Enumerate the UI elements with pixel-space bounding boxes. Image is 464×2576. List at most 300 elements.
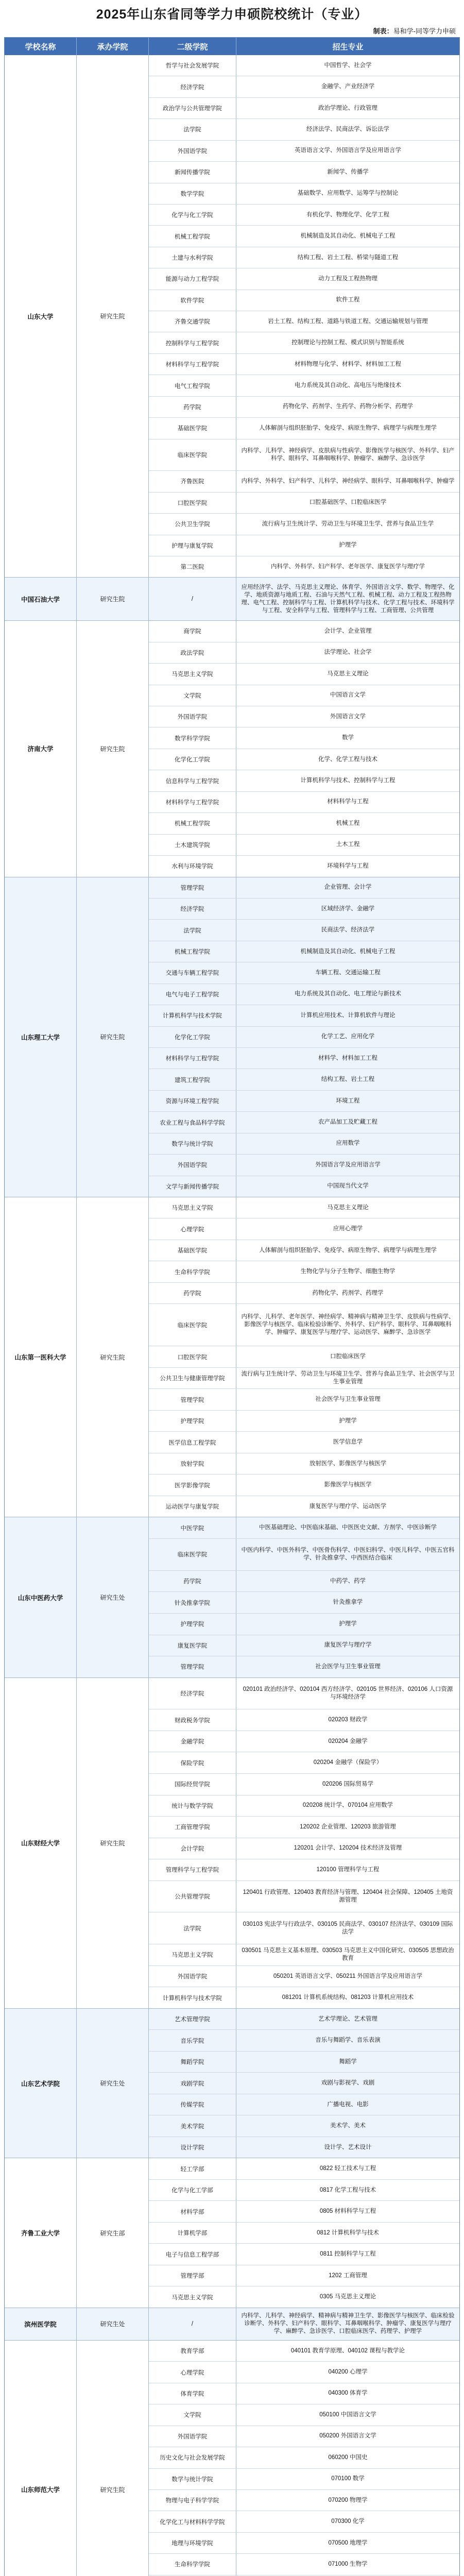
college-majors: 流行病与卫生统计学、劳动卫生与环境卫生学、营养与食品卫生学 xyxy=(262,520,434,527)
college-majors: 050201 英语语言文学、050211 外国语言学及应用语言学 xyxy=(273,1973,423,1979)
college-name: 临床医学院 xyxy=(149,1304,236,1346)
college-name: 传媒学院 xyxy=(149,2094,236,2115)
host-school: 研究生处 xyxy=(77,1517,149,1677)
college-majors: 040200 心理学 xyxy=(328,2369,368,2376)
college-row xyxy=(149,1240,459,1262)
college-majors: 材料科学与工程 xyxy=(327,799,369,805)
college-majors: 化学工艺、应用化学 xyxy=(321,1033,375,1040)
college-majors: 民商法学、经济法学 xyxy=(321,927,375,934)
host-school: 研究生院 xyxy=(77,1197,149,1517)
college-majors: 内科学、外科学、妇产科学、儿科学、神经病学、眼科学、耳鼻咽喉科学、肿瘤学 xyxy=(241,478,455,484)
college-row xyxy=(149,2223,459,2244)
college-name: 设计学院 xyxy=(149,2137,236,2158)
college-name: 能源与动力工程学院 xyxy=(149,268,236,289)
college-majors: 外国语言文学 xyxy=(330,713,366,720)
college-row xyxy=(149,55,459,76)
college-row xyxy=(149,183,459,205)
college-name: 口腔医学院 xyxy=(149,1346,236,1367)
host-school: 研究生院 xyxy=(77,55,149,577)
college-row xyxy=(149,856,459,876)
college-majors: 机械工程 xyxy=(336,820,360,826)
college-row xyxy=(149,1475,459,1496)
college-majors: 戏剧与影视学、戏剧 xyxy=(321,2080,375,2086)
college-name: 体育学院 xyxy=(149,2383,236,2404)
college-name: 外国语学院 xyxy=(149,141,236,161)
college-row xyxy=(149,1838,459,1860)
college-name: 中医学院 xyxy=(149,1517,236,1538)
host-school: 研究生院 xyxy=(77,2341,149,2576)
college-row xyxy=(149,1912,459,1944)
college-name: 生命科学学院 xyxy=(149,2554,236,2574)
college-name: 水利与环境学院 xyxy=(149,856,236,876)
college-row xyxy=(149,1795,459,1817)
college-name: 工商管理学院 xyxy=(149,1817,236,1838)
host-school: 研究生院 xyxy=(77,877,149,1197)
university-row xyxy=(5,1678,459,2009)
college-name: 管理学院 xyxy=(149,877,236,898)
college-row xyxy=(149,1987,459,2008)
college-majors: 0811 控制科学与工程 xyxy=(320,2251,376,2258)
college-list xyxy=(149,2341,459,2576)
university-name: 济南大学 xyxy=(5,621,77,876)
college-majors: 车辆工程、交通运输工程 xyxy=(315,969,381,976)
college-name: 机械工程学院 xyxy=(149,813,236,834)
header-university: 学校名称 xyxy=(5,38,77,55)
college-row xyxy=(149,1817,459,1838)
college-row xyxy=(149,1048,459,1069)
college-name: 教育学部 xyxy=(149,2341,236,2361)
college-name: 经济学院 xyxy=(149,1678,236,1709)
college-name: 机械工程学院 xyxy=(149,941,236,962)
college-name: 临床医学院 xyxy=(149,439,236,471)
college-name: 物理与电子科学学院 xyxy=(149,2490,236,2511)
college-majors: 020101 政治经济学、020104 西方经济学、020105 世界经济、020106 人口资源与环境经济学 xyxy=(243,1686,453,1701)
college-row xyxy=(149,418,459,439)
college-row xyxy=(149,76,459,97)
college-name: 心理学院 xyxy=(149,1218,236,1240)
college-name: 基础医学院 xyxy=(149,418,236,438)
college-row xyxy=(149,1881,459,1913)
college-majors: 050100 中国语言文学 xyxy=(319,2411,376,2418)
college-row xyxy=(149,556,459,577)
college-name: 美术学院 xyxy=(149,2115,236,2137)
college-row xyxy=(149,1432,459,1453)
college-majors: 060200 中国史 xyxy=(328,2454,368,2461)
college-majors: 040300 体育学 xyxy=(328,2390,368,2397)
university-name: 山东财经大学 xyxy=(5,1678,77,2008)
college-row xyxy=(149,877,459,899)
college-row xyxy=(149,2265,459,2287)
college-name: 文学院 xyxy=(149,685,236,706)
college-row xyxy=(149,1517,459,1539)
college-row xyxy=(149,290,459,311)
college-majors: 结构工程、岩土工程、桥梁与隧道工程 xyxy=(297,254,399,261)
college-list xyxy=(149,621,459,876)
college-row xyxy=(149,2286,459,2308)
college-row xyxy=(149,1496,459,1517)
college-list xyxy=(149,1197,459,1517)
college-name: 管理学部 xyxy=(149,2265,236,2286)
college-row xyxy=(149,2362,459,2383)
college-majors: 化学、化学工程与技术 xyxy=(318,756,377,762)
college-majors: 070200 物理学 xyxy=(328,2497,368,2503)
college-name: 经济学院 xyxy=(149,899,236,919)
maker-label: 制表： xyxy=(373,27,393,35)
college-row xyxy=(149,2180,459,2201)
college-name: 马克思主义学院 xyxy=(149,1944,236,1965)
college-name: 政治学与公共管理学院 xyxy=(149,98,236,118)
college-majors: 020206 国际贸易学 xyxy=(322,1781,374,1787)
college-majors: 071000 生物学 xyxy=(328,2561,368,2567)
host-school: 研究生院 xyxy=(77,621,149,876)
college-name: 口腔医学院 xyxy=(149,493,236,513)
college-list xyxy=(149,2308,459,2340)
college-majors: 020208 统计学、070104 应用数学 xyxy=(302,1802,393,1809)
college-name: 音乐学院 xyxy=(149,2030,236,2051)
college-name: 化学与化工学部 xyxy=(149,2180,236,2201)
college-majors: 中医内科学、中医外科学、中医骨伤科学、中医妇科学、中医儿科学、中医五官科学、针灸推拿学、中西医结合临床 xyxy=(241,1547,455,1562)
college-majors: 美术学、美术 xyxy=(330,2123,366,2129)
college-list xyxy=(149,578,459,620)
college-majors: 药物化学、药剂学、生药学、药物分析学、药理学 xyxy=(283,403,413,410)
college-name: 商学院 xyxy=(149,621,236,641)
table-body xyxy=(5,55,459,2576)
college-majors: 护理学 xyxy=(339,1417,357,1424)
college-majors: 英语语言文学、外国语言学及应用语言学 xyxy=(295,147,401,154)
college-list xyxy=(149,877,459,1197)
college-majors: 人体解剖与组织胚胎学、免疫学、病原生物学、病理学与病理生理学 xyxy=(259,425,437,431)
college-majors: 070500 地理学 xyxy=(328,2539,368,2546)
college-name: 齐鲁交通学院 xyxy=(149,311,236,332)
college-row xyxy=(149,2554,459,2575)
college-row xyxy=(149,664,459,685)
college-majors: 中药学、药学 xyxy=(330,1578,366,1584)
host-school: 研究生处 xyxy=(77,2009,149,2158)
college-name: 马克思主义学院 xyxy=(149,664,236,684)
college-list xyxy=(149,1678,459,2008)
college-row xyxy=(149,1304,459,1346)
university-row xyxy=(5,578,459,621)
college-row xyxy=(149,962,459,984)
college-majors: 中医基础理论、中医临床基础、中医医史文献、方剂学、中医诊断学 xyxy=(259,1524,437,1531)
college-majors: 0305 马克思主义理论 xyxy=(319,2294,376,2300)
college-row xyxy=(149,835,459,856)
college-name: / xyxy=(149,578,236,620)
college-majors: 基础数学、应用数学、运筹学与控制论 xyxy=(297,190,399,197)
college-row xyxy=(149,311,459,332)
college-majors: 流行病与卫生统计学、劳动卫生与环境卫生学、营养与食品卫生学、社会医学与卫生事业管理 xyxy=(241,1371,455,1385)
college-name: 护理与康复学院 xyxy=(149,535,236,556)
college-row xyxy=(149,1614,459,1635)
college-row xyxy=(149,899,459,920)
college-row xyxy=(149,354,459,375)
college-majors: 081201 计算机系统结构、081203 计算机应用技术 xyxy=(282,1994,414,2001)
college-row xyxy=(149,1176,459,1197)
university-row xyxy=(5,1197,459,1517)
college-row xyxy=(149,471,459,492)
college-row xyxy=(149,2052,459,2073)
college-name: 国际经贸学院 xyxy=(149,1774,236,1795)
college-majors: 计算机科学与技术、控制科学与工程 xyxy=(300,777,396,784)
college-majors: 会计学、企业管理 xyxy=(324,628,372,634)
college-name: 舞蹈学院 xyxy=(149,2052,236,2073)
college-majors: 法学理论、社会学 xyxy=(324,649,372,656)
college-row xyxy=(149,1752,459,1774)
college-row xyxy=(149,514,459,535)
college-row xyxy=(149,1368,459,1389)
college-row xyxy=(149,1592,459,1614)
page-title: 2025年山东省同等学力申硕院校统计（专业） xyxy=(96,7,368,22)
college-row xyxy=(149,375,459,396)
college-name: 化学与化工学院 xyxy=(149,205,236,225)
college-name: 管理学院 xyxy=(149,1656,236,1677)
college-row xyxy=(149,1709,459,1731)
university-row xyxy=(5,2341,459,2576)
college-row xyxy=(149,792,459,813)
college-list xyxy=(149,2158,459,2308)
college-name: 材料学部 xyxy=(149,2201,236,2222)
college-majors: 1202 工商管理 xyxy=(329,2272,367,2279)
college-row xyxy=(149,1218,459,1240)
college-name: 轻工学部 xyxy=(149,2158,236,2179)
college-row xyxy=(149,1571,459,1592)
college-majors: 音乐与舞蹈学、音乐表演 xyxy=(315,2037,381,2043)
college-list xyxy=(149,55,459,577)
college-name: 化学化工与材料科学学院 xyxy=(149,2511,236,2532)
college-majors: 政治学理论、行政管理 xyxy=(318,105,377,111)
college-majors: 新闻学、传播学 xyxy=(327,168,369,175)
college-row xyxy=(149,2201,459,2223)
college-name: 临床医学院 xyxy=(149,1539,236,1570)
college-majors: 金融学、产业经济学 xyxy=(321,83,375,90)
college-name: 资源与环境工程学院 xyxy=(149,1091,236,1111)
college-name: 药学院 xyxy=(149,397,236,417)
college-row xyxy=(149,1091,459,1112)
college-row xyxy=(149,2490,459,2511)
college-name: 土木建筑学院 xyxy=(149,835,236,855)
college-name: 马克思主义学院 xyxy=(149,1197,236,1218)
college-row xyxy=(149,226,459,247)
college-name: 统计与数学学院 xyxy=(149,1795,236,1817)
college-name: 基础医学院 xyxy=(149,1240,236,1261)
college-name: 外国语学院 xyxy=(149,706,236,727)
college-name: 哲学与社会发展学院 xyxy=(149,55,236,76)
college-majors: 外国语言学及应用语言学 xyxy=(315,1161,381,1168)
college-name: 财政税务学院 xyxy=(149,1709,236,1731)
university-name: 山东第一医科大学 xyxy=(5,1197,77,1517)
college-majors: 医学信息学 xyxy=(333,1439,363,1446)
college-majors: 电力系统及其自动化、高电压与绝缘技术 xyxy=(295,382,401,389)
college-name: 电气工程学院 xyxy=(149,375,236,396)
college-name: 历史文化与社会发展学院 xyxy=(149,2447,236,2468)
college-name: 数学与统计学院 xyxy=(149,1133,236,1154)
university-row xyxy=(5,1517,459,1677)
college-name: 医学信息工程学院 xyxy=(149,1432,236,1453)
college-majors: 0822 轻工技术与工程 xyxy=(319,2165,376,2172)
college-majors: 0805 材料科学与工程 xyxy=(319,2208,376,2215)
college-row xyxy=(149,1005,459,1026)
college-name: 农业工程与食品科学学院 xyxy=(149,1112,236,1132)
college-name: 经济学院 xyxy=(149,76,236,97)
college-name: 护理学院 xyxy=(149,1614,236,1635)
college-majors: 0812 计算机科学与技术 xyxy=(317,2229,379,2236)
college-list xyxy=(149,1517,459,1677)
maker-line xyxy=(4,26,460,37)
college-name: 机械工程学院 xyxy=(149,226,236,246)
college-name: 计算机科学与技术学院 xyxy=(149,1005,236,1026)
university-row xyxy=(5,55,459,578)
college-name: 公共卫生学院 xyxy=(149,514,236,534)
college-majors: 070300 化学 xyxy=(331,2518,365,2525)
college-row xyxy=(149,1261,459,1283)
college-name: 化学化工学院 xyxy=(149,1027,236,1047)
college-row xyxy=(149,685,459,706)
college-majors: 内科学、外科学、妇产科学、老年医学、康复医学与理疗学 xyxy=(271,563,425,570)
college-name: 新闻传播学院 xyxy=(149,162,236,182)
college-name: 第二医院 xyxy=(149,556,236,577)
college-majors: 药物化学、药剂学、药理学 xyxy=(312,1290,384,1296)
college-majors: 舞蹈学 xyxy=(339,2058,357,2065)
college-row xyxy=(149,1774,459,1795)
college-name: 戏剧学院 xyxy=(149,2073,236,2094)
college-row xyxy=(149,1155,459,1176)
college-row xyxy=(149,1678,459,1710)
college-name: 公共卫生与健康管理学院 xyxy=(149,1368,236,1389)
college-name: 艺术管理学院 xyxy=(149,2009,236,2030)
college-name: 建筑工程学院 xyxy=(149,1069,236,1090)
college-majors: 中国哲学、社会学 xyxy=(324,62,372,69)
college-majors: 人体解剖与组织胚胎学、免疫学、病原生物学、病理学与病理生理学 xyxy=(259,1247,437,1253)
college-name: 软件学院 xyxy=(149,290,236,311)
header-college: 二级学院 xyxy=(149,38,236,55)
host-school: 研究生处 xyxy=(77,2308,149,2340)
college-row xyxy=(149,2533,459,2554)
college-name: 放射学院 xyxy=(149,1453,236,1475)
college-row xyxy=(149,578,459,620)
college-majors: 社会医学与卫生事业管理 xyxy=(315,1396,381,1403)
college-row xyxy=(149,1197,459,1219)
header-majors: 招生专业 xyxy=(332,42,364,52)
college-name: 计算机科学与技术学院 xyxy=(149,1987,236,2008)
college-majors: 口腔临床医学 xyxy=(330,1353,366,1360)
university-name: 山东中医药大学 xyxy=(5,1517,77,1677)
college-row xyxy=(149,2426,459,2447)
college-majors: 动力工程及工程热物理 xyxy=(318,275,377,282)
college-name: 保险学院 xyxy=(149,1752,236,1773)
college-majors: 120201 会计学、120204 技术经济及管理 xyxy=(294,1845,402,1852)
college-majors: 020204 金融学（保险学） xyxy=(313,1759,383,1766)
college-row xyxy=(149,1731,459,1753)
college-name: 数学与统计学院 xyxy=(149,2469,236,2489)
college-majors: 020204 金融学 xyxy=(328,1738,368,1744)
college-name: 外国语学院 xyxy=(149,2426,236,2447)
college-majors: 030501 马克思主义基本原理、030503 马克思主义中国化研究、030505 思想政治教育 xyxy=(242,1947,454,1962)
college-majors: 放射医学、影像医学与核医学 xyxy=(309,1460,387,1467)
college-majors: 020203 财政学 xyxy=(328,1717,368,1723)
university-name: 山东师范大学 xyxy=(5,2341,77,2576)
college-majors: 影像医学与核医学 xyxy=(324,1482,372,1488)
college-majors: 艺术学理论、艺术管理 xyxy=(318,2015,377,2022)
college-row xyxy=(149,2094,459,2116)
university-name: 山东理工大学 xyxy=(5,877,77,1197)
college-majors: 内科学、儿科学、神经病学、精神病与精神卫生学、影像医学与核医学、临床检验诊断学、外科学、妇产科学、眼科学、耳鼻咽喉科学、肿瘤学、康复医学与理疗学、麻醉学、急诊医学、口腔临床医学、药理学、护理学 xyxy=(241,2313,455,2335)
college-row xyxy=(149,1069,459,1090)
college-row xyxy=(149,119,459,140)
college-row xyxy=(149,2341,459,2362)
college-name: 外国语学院 xyxy=(149,1155,236,1175)
college-row xyxy=(149,2383,459,2404)
college-name: / xyxy=(149,2308,236,2340)
college-majors: 护理学 xyxy=(339,1620,357,1627)
college-row xyxy=(149,2447,459,2468)
college-name: 数学科学学院 xyxy=(149,727,236,748)
college-majors: 070100 数学 xyxy=(331,2476,365,2482)
college-name: 电气与电子工程学院 xyxy=(149,984,236,1005)
college-name: 会计学院 xyxy=(149,1838,236,1859)
college-row xyxy=(149,1539,459,1571)
college-name: 计算机学部 xyxy=(149,2223,236,2244)
college-row xyxy=(149,98,459,119)
college-majors: 数学 xyxy=(342,735,354,741)
college-majors: 030103 宪法学与行政法学、030105 民商法学、030107 经济法学、030109 国际法学 xyxy=(243,1921,453,1935)
college-majors: 050200 外国语言文学 xyxy=(319,2433,376,2439)
college-row xyxy=(149,162,459,183)
college-majors: 康复医学与理疗学 xyxy=(324,1642,372,1649)
college-name: 材料科学与工程学院 xyxy=(149,1048,236,1069)
college-majors: 企业管理、会计学 xyxy=(324,884,372,891)
college-row xyxy=(149,2469,459,2490)
stats-table xyxy=(4,37,460,2576)
university-row xyxy=(5,877,459,1197)
college-majors: 有机化学、物理化学、化学工程 xyxy=(306,211,389,218)
college-row xyxy=(149,1453,459,1475)
university-row xyxy=(5,621,459,877)
college-row xyxy=(149,2137,459,2158)
host-school: 研究生部 xyxy=(77,2158,149,2308)
university-name: 山东艺术学院 xyxy=(5,2009,77,2158)
college-row xyxy=(149,493,459,514)
college-majors: 口腔基础医学、口腔临床医学 xyxy=(309,499,387,506)
college-name: 心理学院 xyxy=(149,2362,236,2382)
college-majors: 材料物理与化学、材料学、材料加工工程 xyxy=(295,361,401,367)
college-majors: 环境科学与工程 xyxy=(327,862,369,869)
university-row xyxy=(5,2009,459,2159)
college-row xyxy=(149,2404,459,2426)
college-row xyxy=(149,535,459,556)
college-name: 交通与车辆工程学院 xyxy=(149,962,236,983)
college-name: 管理学院 xyxy=(149,1389,236,1410)
college-row xyxy=(149,941,459,962)
college-majors: 针灸推拿学 xyxy=(333,1599,363,1606)
college-majors: 社会医学与卫生事业管理 xyxy=(315,1663,381,1670)
college-majors: 120401 行政管理、120403 教育经济与管理、120404 社会保障、120405 土地资源管理 xyxy=(243,1889,453,1904)
college-name: 药学院 xyxy=(149,1283,236,1304)
college-majors: 应用心理学 xyxy=(333,1226,363,1232)
college-name: 文学院 xyxy=(149,2404,236,2425)
college-majors: 控制理论与控制工程、模式识别与智能系统 xyxy=(291,340,404,346)
college-row xyxy=(149,1283,459,1304)
college-row xyxy=(149,920,459,941)
college-majors: 土木工程 xyxy=(336,841,360,848)
college-majors: 马克思主义理论 xyxy=(327,1204,369,1211)
college-majors: 应用数学 xyxy=(336,1140,360,1147)
college-name: 马克思主义学院 xyxy=(149,2286,236,2308)
college-name: 法学院 xyxy=(149,1912,236,1944)
header-school: 承办学院 xyxy=(77,38,149,55)
college-row xyxy=(149,205,459,226)
college-name: 针灸推拿学院 xyxy=(149,1592,236,1613)
college-row xyxy=(149,247,459,268)
